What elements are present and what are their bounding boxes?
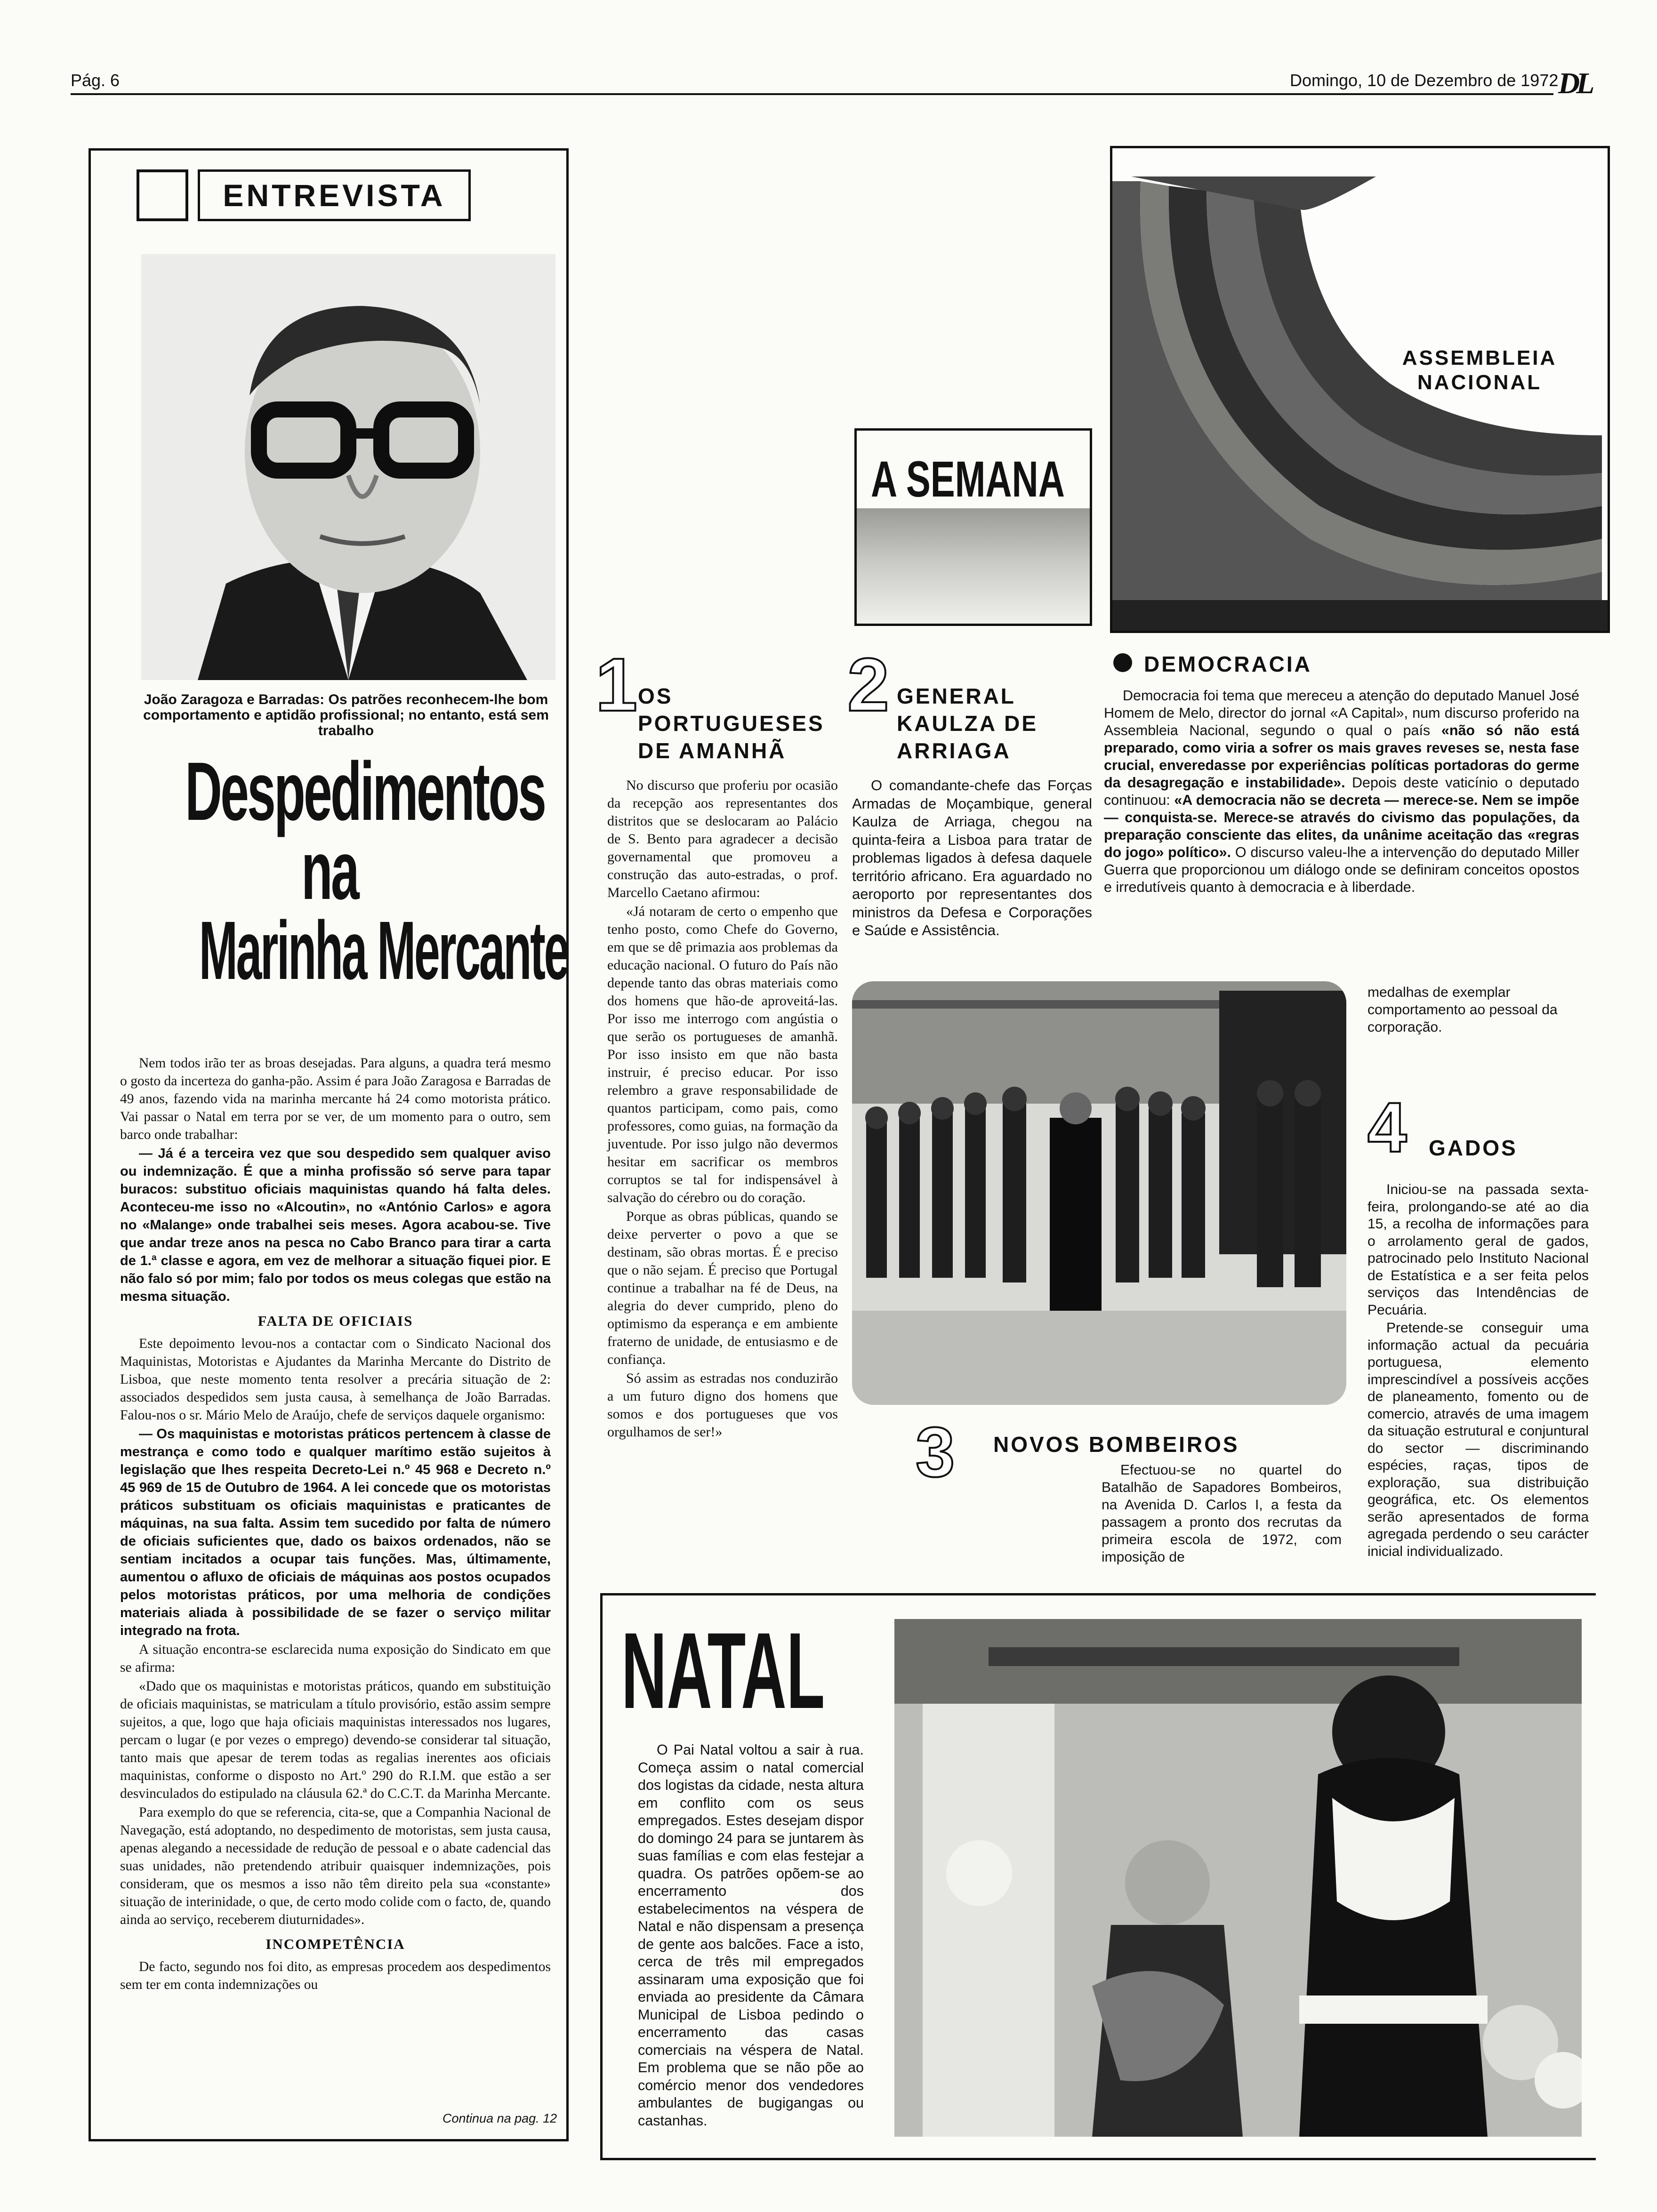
portrait-illustration (141, 254, 555, 680)
headline-line-1: Despedimentos (185, 745, 545, 838)
item-3-body (1102, 1461, 1342, 1567)
item-1-intro: No discurso que proferiu por ocasião da recepção aos representantes dos distritos que se deslocaram ao Palácio de S. Bento para agradecer a decisão governamental que promoveu a construção das auto-estradas, o prof. Marcello Caetano afirmou: (607, 777, 838, 900)
item-4-number: 4 (1367, 1088, 1407, 1167)
quote-barradas: — Já é a terceira vez que sou despedido sem qualquer aviso ou indemnização. É que a minha profissão só serve para tapar buracos: substituo oficiais maquinistas quando há falta deles. Aconteceu-me isso no «Alcoutin», no «António Carlos» e agora no «Malange» onde trabalhei seis meses. Agora acabou-se. Tive que andar treze anos na pesca no Cabo Branco para tirar a carta de 1.ª classe e agora, em vez de melhorar a situação fiquei pior. E não falo só por mim; falo por todos os meus colegas que estão na mesma situação. (120, 1146, 551, 1304)
democracia-quote-2: «A democracia não se decreta — merece-se. Nem se impõe — conquista-se. Merece-se através do civismo das populações, da preparação consciente das elites, da unânime aceitação das «regras do jogo» político». (1104, 792, 1579, 860)
item-3-title: NOVOS BOMBEIROS (993, 1432, 1239, 1457)
headline (97, 745, 569, 997)
item-1-quote-b: Porque as obras públicas, quando se deixe perverter o povo a que se destinam, são obras mortas. É e preciso que o não sejam. É preciso que Portugal continue a trabalhar na fé de Deus, na alegria do dever cumprido, pleno do optimismo da esperança e em ambiente fraterno de unidade, de entusiasmo e de confiança. (607, 1209, 838, 1367)
item-4-text-1: Iniciou-se na passada sexta-feira, prolongando-se até ao dia 15, a recolha de informações para o arrolamento geral de gados, patrocinado pelo Instituto Nacional de Estatística e a ser feita pelos serviços das Intendências de Pecuária. (1367, 1182, 1589, 1318)
democracia-text-2: Depois deste vaticínio o deputado continuou: (1104, 775, 1579, 808)
item-1-title: OS PORTUGUESES DE AMANHÃ (638, 684, 825, 763)
item-2-text: O comandante-chefe das Forças Armadas de Moçambique, general Kaulza de Arriaga, chegou na quinta-feira a Lisboa para tratar de problemas ligados à defesa daquele território africano. Era aguardado no aeroporto por representantes dos ministros da Defesa e Corporações e Saúde e Assistência. (852, 777, 1092, 938)
natal-title: NATAL (621, 1610, 825, 1731)
item-2-number: 2 (847, 642, 889, 727)
item-1-body (607, 777, 838, 1442)
kaulza-guard-photo (852, 981, 1346, 1405)
item-4-body (1367, 1181, 1589, 1561)
paragraph-exemplo: Para exemplo do que se referencia, cita-se, que a Companhia Nacional de Navegação, está adoptando, no despedimento de motoristas, sem justa causa, apenas alegando a necessidade de redução de pessoal e o abate cadencial das suas unidades, não pretendendo atribuir quaisquer indemnizações, pois consideram, que os mesmos a isso não têm direito pela sua «constante» situação de interinidade, o que, de certo modo colide com o facto, de, quando ainda ao serviço, receberem diuturnidades». (120, 1805, 551, 1927)
item-2-title: GENERAL KAULZA DE ARRIAGA (897, 684, 1038, 763)
santa-claus-illustration (894, 1619, 1582, 2137)
portrait-caption: João Zaragoza e Barradas: Os patrões reconhecem-lhe bom comportamento e aptidão profissional; no entanto, está sem trabalho (143, 692, 549, 738)
a-semana-halftone-band (857, 508, 1090, 626)
item-2-body (852, 777, 1092, 941)
interview-portrait-photo (141, 254, 555, 680)
header-rule (71, 93, 1553, 95)
page-number: Pág. 6 (71, 71, 120, 90)
democracia-text-1: Democracia foi tema que mereceu a atenção do deputado Manuel José Homem de Melo, director do jornal «A Capital», num discurso proferido na Assembleia Nacional, segundo o qual o país (1104, 688, 1579, 738)
democracia-quote-1: «não só não está preparado, como viria a sofrer os mais graves reveses se, nesta fase crucial, enveredasse por experiências políticas portadoras do germe da desagregação e instabilidade». (1104, 722, 1579, 791)
paragraph-exposicao: A situação encontra-se esclarecida numa exposição do Sindicato em que se afirma: (120, 1642, 551, 1675)
democracia-text-3: O discurso valeu-lhe a intervenção do deputado Miller Guerra que proporcionou um diálogo onde se definiram conceitos opostos e irredutíveis quanto à democracia e à liberdade. (1104, 844, 1579, 895)
item-3-continuation-text: medalhas de exemplar comportamento ao pessoal da corporação. (1367, 985, 1558, 1035)
subhead-falta-de-oficiais: FALTA DE OFICIAIS (257, 1313, 413, 1329)
a-semana-box (854, 428, 1092, 626)
item-4-text-2: Pretende-se conseguir uma informação actual da pecuária portuguesa, elemento imprescindível a possíveis acções de planeamento, fomento ou de comercio, através de uma imagem da situação estrutural e conjuntural do sector — discriminando espécies, raças, tipos de exploração, sua distribuição geográfica, etc. Os elementos serão apresentados de forma agregada perdendo o seu carácter inicial individualizado. (1367, 1320, 1589, 1559)
democracia-body (1104, 687, 1579, 897)
item-1-number: 1 (595, 642, 637, 727)
item-4-title: GADOS (1429, 1136, 1518, 1160)
headline-line-2: na (301, 825, 358, 917)
entrevista-label-square (137, 169, 188, 221)
subhead-incompetencia: INCOMPETÊNCIA (265, 1936, 405, 1952)
item-3-continuation (1367, 984, 1582, 1037)
a-semana-label: A SEMANA (871, 450, 1065, 507)
headline-line-3: Marinha Mercante (199, 905, 569, 997)
newspaper-logo: DL (1558, 66, 1591, 100)
item-3-number: 3 (916, 1412, 955, 1491)
assembleia-photo-frame (1110, 146, 1610, 633)
entrevista-label: ENTREVISTA (198, 169, 471, 221)
entrevista-body (120, 1054, 551, 1995)
pai-natal-photo (894, 1619, 1582, 2137)
item-1-quote-a: «Já notaram de certo o empenho que tenho posto, como Chefe do Governo, em que se dê primazia aos problemas da educação nacional. O futuro do País não depende tanto das obras materiais como dos homens que hão-de aproveitá-las. Por isso me interrogo com angústia o que serão os portugueses de amanhã. Por isso insisto em que não basta instruir, é preciso educar. Por isso relembro a grave responsabilidade de quantos participam, como pais, como professores, como guias, na formação da juventude. Por isso julgo não devermos hesitar em sacrificar os membros corruptos se tal for indispensável à salvação do cérebro ou do coração. (607, 904, 838, 1205)
item-1-quote-c: Só assim as estradas nos conduzirão a um futuro digno dos homens que somos e dos portugueses que vos orgulhamos de ser!» (607, 1370, 838, 1440)
natal-text: O Pai Natal voltou a sair à rua. Começa assim o natal comercial dos logistas da cidade, nesta altura em conflito com os seus empregados. Estes desejam dispor do domingo 24 para se juntarem às suas famílias e com elas festejar a quadra. Os patrões opõem-se ao encerramento dos estabelecimentos na véspera de Natal e não dispensam a presença de gente aos balcões. Face a isto, cerca de três mil empregados assinaram uma exposição que foi enviada ao presidente da Câmara Municipal de Lisboa pedindo o encerramento das casas comerciais na véspera de Natal. Em problema que se não põe ao comércio menor dos vendedores ambulantes de bugigangas ou castanhas. (638, 1742, 864, 2129)
paragraph-citacao: «Dado que os maquinistas e motoristas práticos, quando em substituição de oficiais maquinistas, se matriculam a título provisório, estão assim sempre sujeitos, a que, logo que haja oficiais maquinistas interessados nos lugares, percam o lugar (e por vezes o emprego) devendo-se considerar tal situação, tanto mais que apesar de terem todas as regalias inerentes aos oficiais maquinistas, conforme o disposto no Art.º 290 do R.I.M. que estão a ser desvinculados do estipulado na cláusula 62.ª do C.C.T. da Marinha Mercante. (120, 1679, 551, 1801)
issue-date: Domingo, 10 de Dezembro de 1972 (1290, 71, 1559, 90)
natal-body (638, 1741, 864, 2131)
democracia-paragraph (1104, 687, 1579, 896)
quote-araujo: — Os maquinistas e motoristas práticos pertencem à classe de mestrança e como todo e qualquer marítimo estão sujeitos à legislação que lhes respeita Decreto-Lei n.º 45 968 e Decreto n.º 45 969 de 15 de Outubro de 1964. A lei concede que os motoristas práticos substituam os oficiais maquinistas e praticantes de máquinas, na sua falta. Assim tem sucedido por falta de número de oficiais suficientes que, dado os baixos ordenados, não se sentiam incitados a ocupar tais funções. Mas, últimamente, aumentou o afluxo de oficiais de máquinas aos postos ocupados pelos motoristas práticos, por uma melhoria de condições materiais aliada à possibilidade de se fazer o serviço militar integrado na frota. (120, 1427, 551, 1638)
intro-paragraph: Nem todos irão ter as broas desejadas. Para alguns, a quadra terá mesmo o gosto da incerteza do ganha-pão. Assim é para João Zaragosa e Barradas de 49 anos, fazendo vida na marinha mercante há 24 como motorista prático. Vai passar o Natal em terra por se ver, de um momento para o outro, sem barco onde trabalhar: (120, 1056, 551, 1142)
guard-of-honour-illustration (852, 981, 1346, 1405)
paragraph-sindicato: Este depoimento levou-nos a contactar com o Sindicato Nacional dos Maquinistas, Motoristas e Ajudantes da Marinha Mercante do Distrito de Lisboa, que neste momento tenta resolver a precária situação de 2: associados despedidos sem justa causa, à semelhança de João Barradas. Falou-nos o sr. Mário Melo de Araújo, chefe de serviços daquele organismo: (120, 1336, 551, 1423)
paragraph-de-facto: De facto, segundo nos foi dito, as empresas procedem aos despedimentos sem ter em conta indemnizações ou (120, 1959, 551, 1992)
democracia-bullet (1113, 653, 1132, 672)
item-3-text: Efectuou-se no quartel do Batalhão de Sapadores Bombeiros, na Avenida D. Carlos I, a festa da passagem a pronto dos recrutas da primeira escola de 1972, com imposição de (1102, 1462, 1342, 1565)
democracia-title: DEMOCRACIA (1144, 652, 1312, 676)
assembleia-label: ASSEMBLEIA NACIONAL (1402, 346, 1557, 394)
continue-note[interactable]: Continua na pag. 12 (442, 2111, 557, 2125)
